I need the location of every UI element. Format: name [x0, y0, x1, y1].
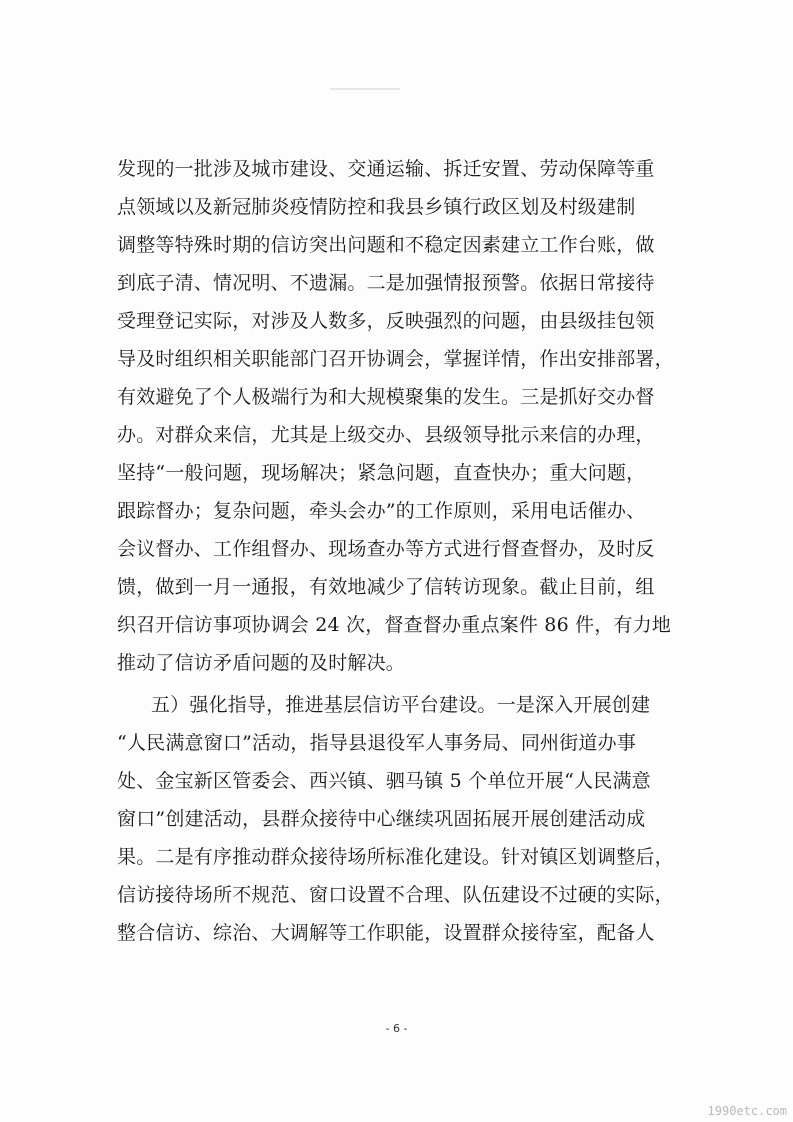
text-line: 窗口”创建活动，县群众接待中心继续巩固拓展开展创建活动成	[117, 808, 646, 830]
text-line: 调整等特殊时期的信访突出问题和不稳定因素建立工作台账，做	[117, 234, 655, 256]
text-line: 会议督办、工作组督办、现场查办等方式进行督查督办，及时反	[117, 538, 655, 560]
text-line: 推动了信访矛盾问题的及时解决。	[117, 652, 406, 674]
text-line: 信访接待场所不规范、窗口设置不合理、队伍建设不过硬的实际，	[117, 884, 674, 906]
paragraph-heading-line: 五）强化指导，推进基层信访平台建设。一是深入开展创建	[151, 694, 651, 716]
text-line: 点领域以及新冠肺炎疫情防控和我县乡镇行政区划及村级建制	[117, 196, 636, 218]
text-line: 处、金宝新区管委会、西兴镇、驷马镇 5 个单位开展“人民满意	[117, 770, 651, 792]
text-line: 受理登记实际，对涉及人数多，反映强烈的问题，由县级挂包领	[117, 310, 655, 332]
text-line: 馈，做到一月一通报，有效地减少了信转访现象。截止目前，组	[117, 576, 655, 598]
text-line: 跟踪督办；复杂问题，牵头会办”的工作原则，采用电话催办、	[117, 500, 646, 522]
header-mark	[330, 88, 400, 90]
text-line: 整合信访、综治、大调解等工作职能，设置群众接待室，配备人	[117, 922, 655, 944]
text-line: 导及时组织相关职能部门召开协调会，掌握详情，作出安排部署，	[117, 348, 674, 370]
text-line: “人民满意窗口”活动，指导县退役军人事务局、同州街道办事	[117, 732, 637, 754]
watermark: 1990etc.com	[707, 1104, 787, 1118]
text-line: 织召开信访事项协调会 24 次，督查督办重点案件 86 件，有力地	[117, 614, 672, 636]
page-number: - 6 -	[385, 1022, 408, 1035]
text-line: 到底子清、情况明、不遗漏。二是加强情报预警。依据日常接待	[117, 272, 655, 294]
text-line: 有效避免了个人极端行为和大规模聚集的发生。三是抓好交办督	[117, 386, 655, 408]
text-line: 坚持“一般问题，现场解决；紧急问题，直查快办；重大问题，	[117, 462, 646, 484]
text-line: 果。二是有序推动群众接待场所标准化建设。针对镇区划调整后，	[117, 846, 674, 868]
text-line: 办。对群众来信，尤其是上级交办、县级领导批示来信的办理，	[117, 424, 655, 446]
text-line: 发现的一批涉及城市建设、交通运输、拆迁安置、劳动保障等重	[117, 158, 655, 180]
